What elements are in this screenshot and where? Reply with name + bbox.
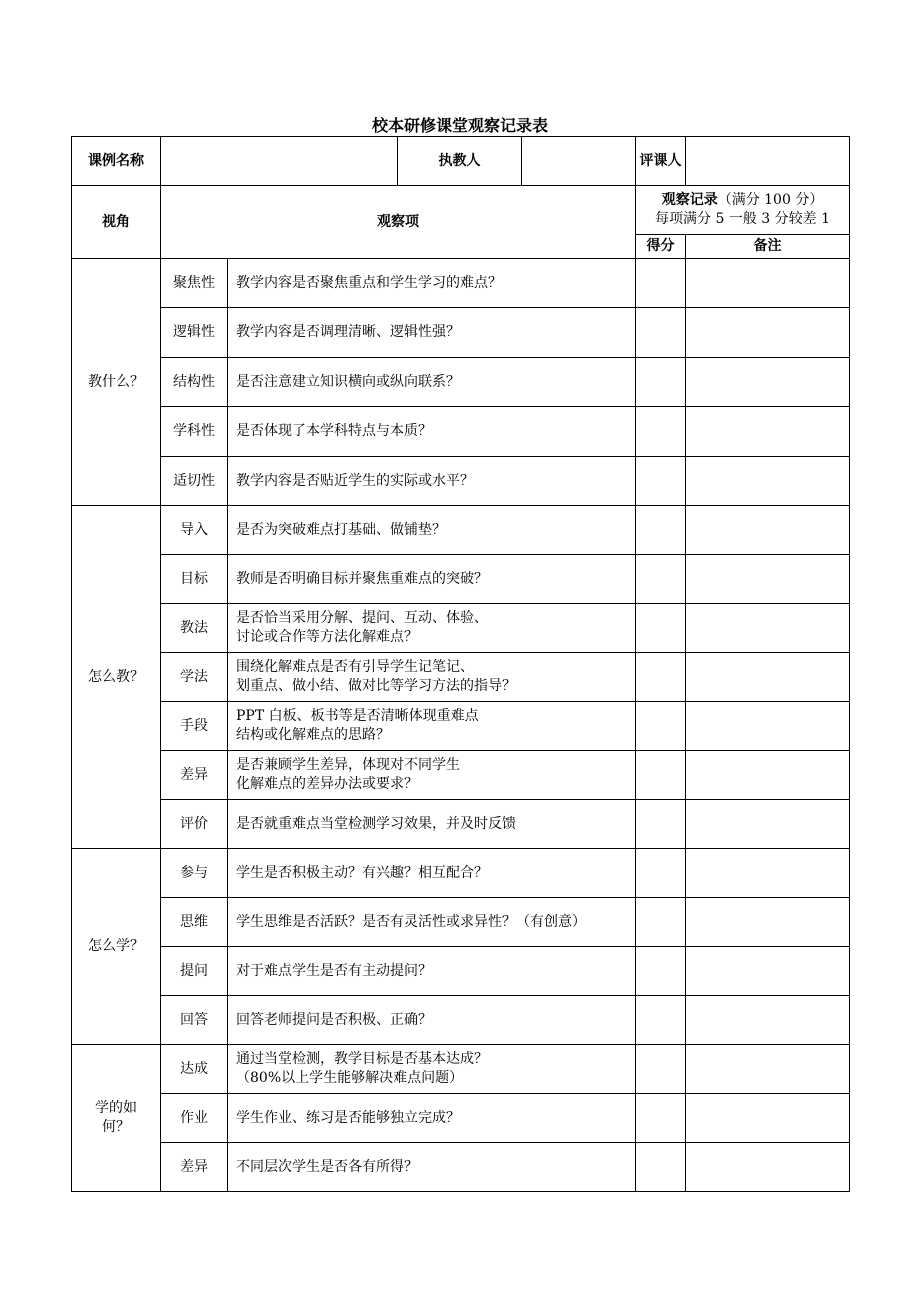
record-header [636, 186, 850, 235]
remarks-cell[interactable] [686, 604, 850, 653]
table-row [72, 653, 850, 702]
observation-item-header: 观察项 [161, 186, 636, 259]
score-cell[interactable] [636, 358, 686, 407]
remarks-cell[interactable] [686, 555, 850, 604]
aspect-cell: 参与 [161, 849, 228, 898]
teacher-label: 执教人 [398, 137, 522, 186]
remarks-header: 备注 [686, 235, 850, 259]
score-cell[interactable] [636, 653, 686, 702]
question-cell: PPT 白板、板书等是否清晰体现重难点 结构或化解难点的思路？ [228, 702, 636, 751]
question-cell: 是否恰当采用分解、提问、互动、体验、 讨论或合作等方法化解难点？ [228, 604, 636, 653]
question-cell: 教学内容是否贴近学生的实际或水平？ [228, 457, 636, 506]
remarks-cell[interactable] [686, 1143, 850, 1192]
table-row [72, 506, 850, 555]
aspect-cell: 学科性 [161, 407, 228, 457]
record-full-score: （满分 100 分） [717, 192, 824, 208]
question-cell: 教学内容是否调理清晰、逻辑性强？ [228, 308, 636, 358]
perspective-header: 视角 [72, 186, 161, 259]
question-cell: 是否兼顾学生差异，体现对不同学生 化解难点的差异办法或要求？ [228, 751, 636, 800]
table-row [72, 555, 850, 604]
perspective-cell: 怎么教？ [72, 506, 161, 849]
table-row [72, 457, 850, 506]
remarks-cell[interactable] [686, 259, 850, 308]
question-cell: 学生思维是否活跃？是否有灵活性或求异性？（有创意） [228, 898, 636, 947]
score-cell[interactable] [636, 849, 686, 898]
table-row [72, 1143, 850, 1192]
question-cell: 是否就重难点当堂检测学习效果，并及时反馈 [228, 800, 636, 849]
aspect-cell: 作业 [161, 1094, 228, 1143]
score-cell[interactable] [636, 702, 686, 751]
lesson-name-field[interactable] [161, 137, 398, 186]
aspect-cell: 适切性 [161, 457, 228, 506]
table-row [72, 849, 850, 898]
page-title: 校本研修课堂观察记录表 [371, 116, 548, 135]
aspect-cell: 教法 [161, 604, 228, 653]
table-row [72, 800, 850, 849]
score-cell[interactable] [636, 407, 686, 457]
question-cell: 对于难点学生是否有主动提问？ [228, 947, 636, 996]
table-row [72, 259, 850, 308]
aspect-cell: 结构性 [161, 358, 228, 407]
score-cell[interactable] [636, 1045, 686, 1094]
question-cell: 是否为突破难点打基础、做铺垫？ [228, 506, 636, 555]
question-cell: 通过当堂检测，教学目标是否基本达成？ （80%以上学生能够解决难点问题） [228, 1045, 636, 1094]
perspective-cell: 学的如 何？ [72, 1045, 161, 1192]
table-row [72, 308, 850, 358]
aspect-cell: 差异 [161, 751, 228, 800]
remarks-cell[interactable] [686, 996, 850, 1045]
evaluator-field[interactable] [686, 137, 850, 186]
table-row [72, 702, 850, 751]
table-row [72, 358, 850, 407]
question-cell: 学生是否积极主动？有兴趣？相互配合？ [228, 849, 636, 898]
score-cell[interactable] [636, 800, 686, 849]
remarks-cell[interactable] [686, 506, 850, 555]
aspect-cell: 回答 [161, 996, 228, 1045]
remarks-cell[interactable] [686, 702, 850, 751]
remarks-cell[interactable] [686, 947, 850, 996]
remarks-cell[interactable] [686, 407, 850, 457]
observation-table [71, 136, 850, 1192]
question-cell: 是否注意建立知识横向或纵向联系？ [228, 358, 636, 407]
table-row [72, 604, 850, 653]
table-row [72, 1045, 850, 1094]
aspect-cell: 手段 [161, 702, 228, 751]
score-cell[interactable] [636, 1094, 686, 1143]
score-cell[interactable] [636, 947, 686, 996]
table-row [72, 407, 850, 457]
table-row [72, 996, 850, 1045]
record-rule: 每项满分 5 一般 3 分较差 1 [655, 211, 830, 227]
evaluator-cell [636, 137, 686, 186]
remarks-cell[interactable] [686, 800, 850, 849]
score-header: 得分 [636, 235, 686, 259]
aspect-cell: 聚焦性 [161, 259, 228, 308]
score-cell[interactable] [636, 308, 686, 358]
remarks-cell[interactable] [686, 308, 850, 358]
aspect-cell: 导入 [161, 506, 228, 555]
aspect-cell: 逻辑性 [161, 308, 228, 358]
score-cell[interactable] [636, 898, 686, 947]
question-cell: 是否体现了本学科特点与本质？ [228, 407, 636, 457]
perspective-cell: 怎么学？ [72, 849, 161, 1045]
record-title: 观察记录 [661, 192, 718, 208]
score-cell[interactable] [636, 555, 686, 604]
question-cell: 不同层次学生是否各有所得？ [228, 1143, 636, 1192]
table-row [72, 751, 850, 800]
evaluator-label: 评课人 [639, 152, 682, 169]
table-row [72, 1094, 850, 1143]
remarks-cell[interactable] [686, 653, 850, 702]
question-cell: 教师是否明确目标并聚焦重难点的突破？ [228, 555, 636, 604]
aspect-cell: 达成 [161, 1045, 228, 1094]
score-cell[interactable] [636, 259, 686, 308]
teacher-field[interactable] [522, 137, 636, 186]
perspective-cell: 教什么？ [72, 259, 161, 506]
table-row [72, 898, 850, 947]
aspect-cell: 思维 [161, 898, 228, 947]
question-cell: 围绕化解难点是否有引导学生记笔记、 划重点、做小结、做对比等学习方法的指导？ [228, 653, 636, 702]
remarks-cell[interactable] [686, 849, 850, 898]
score-cell[interactable] [636, 996, 686, 1045]
remarks-cell[interactable] [686, 898, 850, 947]
remarks-cell[interactable] [686, 358, 850, 407]
question-cell: 学生作业、练习是否能够独立完成？ [228, 1094, 636, 1143]
aspect-cell: 目标 [161, 555, 228, 604]
score-cell[interactable] [636, 604, 686, 653]
question-cell: 回答老师提问是否积极、正确？ [228, 996, 636, 1045]
score-cell[interactable] [636, 1143, 686, 1192]
remarks-cell[interactable] [686, 751, 850, 800]
remarks-cell[interactable] [686, 1094, 850, 1143]
remarks-cell[interactable] [686, 1045, 850, 1094]
remarks-cell[interactable] [686, 457, 850, 506]
score-cell[interactable] [636, 457, 686, 506]
table-row [72, 947, 850, 996]
lesson-name-label: 课例名称 [72, 137, 161, 186]
score-cell[interactable] [636, 506, 686, 555]
score-cell[interactable] [636, 751, 686, 800]
aspect-cell: 提问 [161, 947, 228, 996]
aspect-cell: 差异 [161, 1143, 228, 1192]
question-cell: 教学内容是否聚焦重点和学生学习的难点？ [228, 259, 636, 308]
aspect-cell: 学法 [161, 653, 228, 702]
aspect-cell: 评价 [161, 800, 228, 849]
